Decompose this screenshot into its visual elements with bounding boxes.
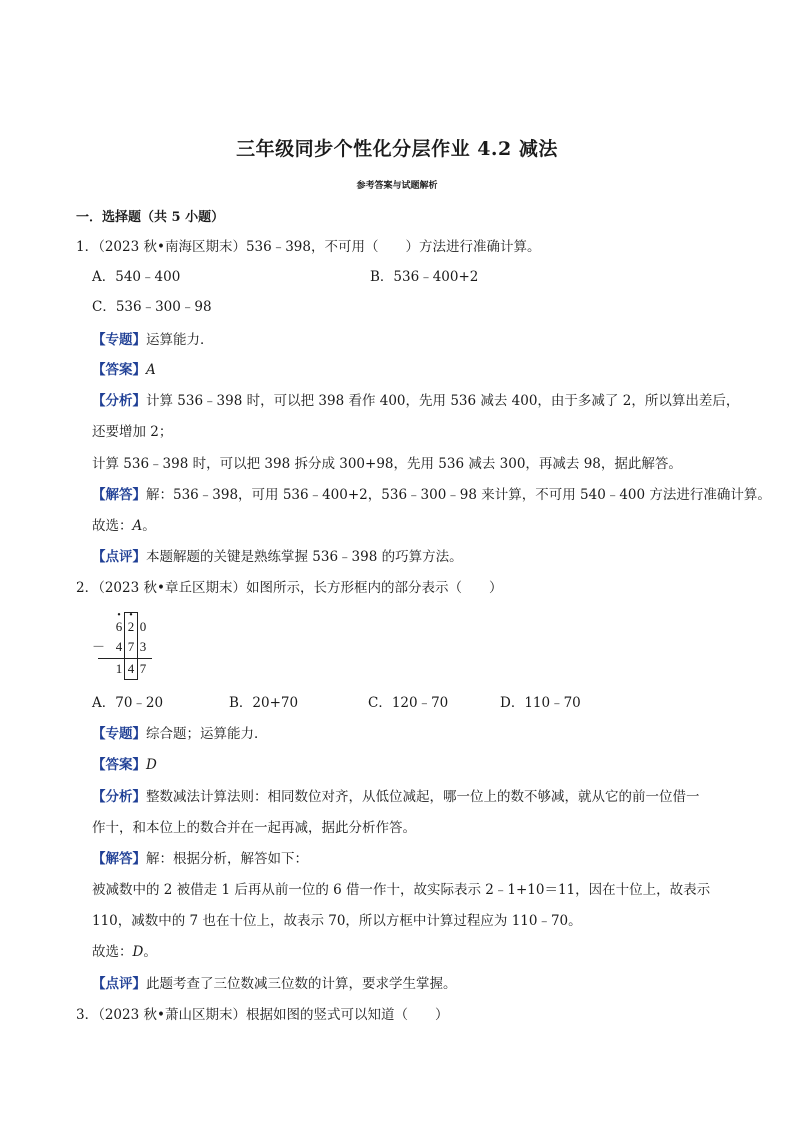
question-1-topic: [92, 331, 214, 349]
question-2-solution-cont: 被减数中的 2 被借走 1 后再从前一位的 6 借一作十，故实际表示 2﹣1+10＝11，因在十位上，故表示: [92, 882, 711, 898]
analysis-text: 计算 536﹣398 时，可以把 398 看作 400，先用 536 减去 400，由于多减了 2，所以算出差后，: [146, 393, 740, 409]
answer-text: D: [146, 757, 157, 773]
analysis-tag: 【分析】: [92, 393, 146, 409]
question-2-option-c: C．120﹣70: [368, 695, 449, 711]
question-2-analysis-cont: 作十，和本位上的数合并在一起再减，据此分析作答。: [92, 820, 416, 836]
comment-text: 此题考查了三位数减三位数的计算，要求学生掌握。: [146, 976, 457, 992]
borrow-dot: •: [129, 610, 133, 621]
solution-text: 解：根据分析，解答如下：: [146, 851, 308, 867]
question-2-option-b: B．20+70: [229, 695, 299, 711]
question-2-answer: [92, 756, 157, 774]
minus-sign: －: [92, 639, 106, 654]
page-title: 三年级同步个性化分层作业 4.2 减法: [236, 138, 558, 160]
comment-tag: 【点评】: [92, 549, 146, 565]
question-1-option-a: A．540﹣400: [92, 269, 181, 285]
borrow-dot: •: [117, 610, 121, 621]
difference-digit: 1: [115, 661, 123, 676]
question-2-analysis: [92, 788, 700, 806]
question-2-choice: [92, 943, 157, 961]
subtrahend-digit: 4: [115, 639, 123, 654]
choice-prefix: 故选：: [92, 944, 133, 960]
vertical-subtraction-figure: [92, 611, 154, 683]
question-1-answer: [92, 361, 156, 379]
minuend-digit: 6: [115, 619, 123, 634]
analysis-tag: 【分析】: [92, 789, 146, 805]
comment-text: 本题解题的关键是熟练掌握 536﹣398 的巧算方法。: [146, 549, 463, 565]
solution-tag: 【解答】: [92, 851, 146, 867]
question-1-solution: [92, 486, 771, 504]
choice-suffix: 。: [143, 944, 157, 960]
choice-letter: D: [132, 944, 144, 960]
question-1-comment: [92, 548, 463, 566]
difference-digit: 4: [127, 661, 135, 676]
topic-text: 运算能力．: [146, 332, 214, 348]
question-2-solution: [92, 850, 308, 868]
comment-tag: 【点评】: [92, 976, 146, 992]
answer-text: A: [146, 362, 156, 378]
choice-prefix: 故选：: [92, 518, 133, 534]
question-2-comment: [92, 975, 457, 993]
minuend-digit: 2: [127, 619, 135, 634]
analysis-text: 整数减法计算法则：相同数位对齐，从低位减起，哪一位上的数不够减，就从它的前一位借一: [146, 789, 700, 805]
question-2-solution-cont-2: 110，减数中的 7 也在十位上，故表示 70，所以方框中计算过程应为 110﹣70。: [92, 913, 582, 929]
page-subtitle: 参考答案与试题解析: [356, 181, 438, 191]
question-2-stem: 2．（2023 秋•章丘区期末）如图所示，长方形框内的部分表示（ ）: [76, 580, 503, 596]
choice-suffix: 。: [142, 518, 156, 534]
question-1-analysis-cont: 还要增加 2；: [92, 424, 173, 440]
question-1-option-b: B．536﹣400+2: [370, 269, 479, 285]
question-1-option-c: C．536﹣300﹣98: [92, 299, 212, 315]
question-2-option-a: A．70﹣20: [92, 695, 164, 711]
minuend-digit: 0: [139, 619, 147, 634]
difference-digit: 7: [139, 661, 147, 676]
answer-tag: 【答案】: [92, 362, 146, 378]
answer-tag: 【答案】: [92, 757, 146, 773]
question-1-analysis: [92, 392, 739, 410]
subtrahend-digit: 3: [139, 639, 147, 654]
choice-letter: A: [132, 518, 143, 534]
tens-column-frame: [124, 612, 138, 680]
question-3-stem: 3．（2023 秋•萧山区期末）根据如图的竖式可以知道（ ）: [76, 1007, 449, 1023]
question-1-choice: [92, 517, 156, 535]
solution-text: 解：536﹣398，可用 536﹣400+2，536﹣300﹣98 来计算，不可用 540﹣400 方法进行准确计算。: [146, 487, 771, 503]
subtrahend-digit: 7: [127, 639, 135, 654]
section-heading: 一．选择题（共 5 小题）: [76, 210, 225, 225]
question-1-stem: 1．（2023 秋•南海区期末）536﹣398，不可用（ ）方法进行准确计算。: [76, 239, 541, 255]
topic-text: 综合题；运算能力．: [146, 726, 268, 742]
question-2-topic: [92, 725, 268, 743]
solution-tag: 【解答】: [92, 487, 146, 503]
question-1-analysis-cont-2: 计算 536﹣398 时，可以把 398 拆分成 300+98，先用 536 减去 300，再减去 98，据此解答。: [92, 456, 682, 472]
topic-tag: 【专题】: [92, 332, 146, 348]
topic-tag: 【专题】: [92, 726, 146, 742]
question-2-option-d: D．110﹣70: [500, 695, 581, 711]
